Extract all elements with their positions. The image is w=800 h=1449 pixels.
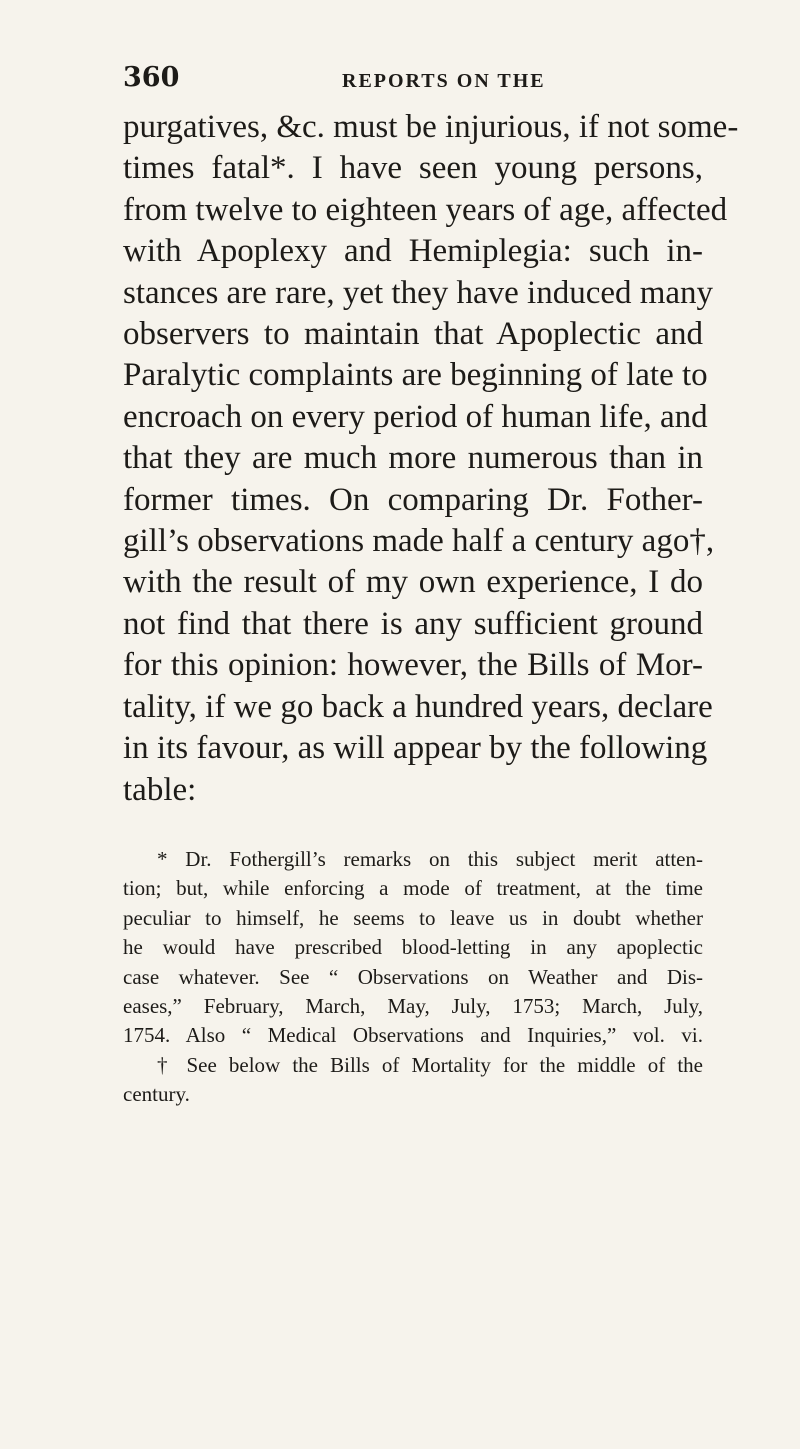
- footnote-line: † See below the Bills of Mortality for the middle of the: [157, 1052, 703, 1077]
- footnote-line: eases,” February, March, May, July, 1753; March, July,: [123, 994, 703, 1019]
- running-head: REPORTS ON THE: [342, 70, 546, 92]
- body-line: for this opinion: however, the Bills of Mor-: [123, 647, 703, 684]
- body-line: table:: [123, 771, 197, 808]
- body-line: with the result of my own experience, I do: [123, 564, 703, 601]
- footnote-line: tion; but, while enforcing a mode of treatment, at the time: [123, 876, 703, 901]
- body-line: purgatives, &c. must be injurious, if not some-: [123, 109, 739, 145]
- footnote-line: case whatever. See “ Observations on Weather and Dis-: [123, 964, 703, 989]
- body-line: stances are rare, yet they have induced many: [123, 274, 714, 311]
- body-line: Paralytic complaints are beginning of late to: [123, 357, 708, 394]
- footnote-line: he would have prescribed blood-letting in any apoplectic: [123, 935, 703, 960]
- footnotes: [123, 845, 703, 1110]
- body-line: tality, if we go back a hundred years, declare: [123, 688, 713, 725]
- body-line: encroach on every period of human life, and: [123, 398, 708, 435]
- body-line: from twelve to eighteen years of age, affected: [123, 191, 728, 228]
- footnote-line: * Dr. Fothergill’s remarks on this subject merit atten-: [157, 847, 703, 871]
- footnote-line: peculiar to himself, he seems to leave us in doubt whether: [123, 905, 703, 930]
- page-header: [123, 62, 723, 102]
- body-line: former times. On comparing Dr. Fother-: [123, 481, 703, 518]
- body-line: observers to maintain that Apoplectic and: [123, 316, 703, 353]
- body-line: not find that there is any sufficient ground: [123, 605, 703, 642]
- footnote-line: 1754. Also “ Medical Observations and Inquiries,” vol. vi.: [123, 1023, 703, 1048]
- body-text: [123, 107, 739, 811]
- footnote-line: century.: [123, 1082, 190, 1107]
- body-line: that they are much more numerous than in: [123, 440, 703, 477]
- body-line: with Apoplexy and Hemiplegia: such in-: [123, 233, 703, 270]
- body-line: in its favour, as will appear by the following: [123, 730, 708, 767]
- page-number: 360: [123, 62, 180, 93]
- body-line: gill’s observations made half a century ago†,: [123, 523, 715, 560]
- body-line: times fatal*. I have seen young persons,: [123, 150, 703, 187]
